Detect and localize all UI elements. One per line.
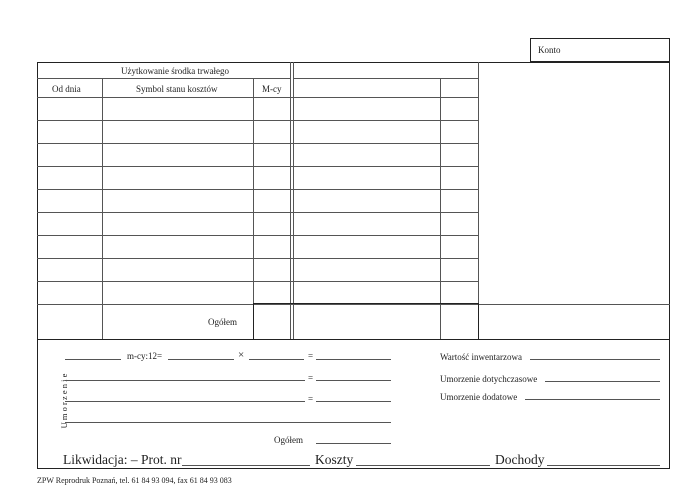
calc-months-label: m-cy:12= bbox=[127, 351, 163, 361]
calc-line-3[interactable] bbox=[249, 359, 304, 360]
form-frame bbox=[37, 62, 670, 469]
row-line bbox=[37, 166, 478, 167]
header-symbol: Symbol stanu kosztów bbox=[136, 84, 218, 94]
usage-total-label: Ogółem bbox=[208, 317, 237, 327]
usage-total-box[interactable] bbox=[253, 303, 479, 340]
row-line bbox=[37, 281, 478, 282]
equals-symbol: = bbox=[308, 351, 314, 361]
calc-line-1[interactable] bbox=[65, 359, 121, 360]
wartosc-inwentarzowa-label: Wartość inwentarzowa bbox=[440, 352, 522, 362]
equals-symbol-3: = bbox=[308, 394, 314, 404]
protocol-number-line[interactable] bbox=[182, 465, 310, 466]
header-mcy: M-cy bbox=[262, 84, 282, 94]
usage-table-title: Użytkowanie środka trwałego bbox=[121, 66, 229, 76]
umorzenie-dodatowe-label: Umorzenie dodatowe bbox=[440, 392, 518, 402]
calc-line-5[interactable] bbox=[65, 401, 305, 402]
wartosc-inwentarzowa-line[interactable] bbox=[530, 359, 660, 360]
calc-result-1[interactable] bbox=[316, 359, 391, 360]
umorzenie-dotychczasowe-label: Umorzenie dotychczasowe bbox=[440, 374, 538, 384]
title-underline-right bbox=[293, 78, 478, 79]
calc-line-2[interactable] bbox=[168, 359, 234, 360]
row-line bbox=[37, 212, 478, 213]
publisher-footer: ZPW Reprodruk Poznań, tel. 61 84 93 094, fax 61 84 93 083 bbox=[37, 476, 232, 485]
col-line-1 bbox=[102, 78, 103, 339]
col-line-3b bbox=[293, 62, 294, 339]
umorzenie-dotychczasowe-line[interactable] bbox=[545, 381, 660, 382]
col-line-4 bbox=[440, 78, 441, 339]
income-line[interactable] bbox=[547, 465, 660, 466]
umorzenie-total-line[interactable] bbox=[316, 443, 391, 444]
calc-line-6[interactable] bbox=[65, 422, 391, 423]
header-od-dnia: Od dnia bbox=[52, 84, 81, 94]
times-symbol: × bbox=[238, 349, 245, 361]
row-line bbox=[37, 97, 478, 98]
col-line-2 bbox=[253, 78, 254, 304]
calc-result-2[interactable] bbox=[316, 380, 391, 381]
konto-label: Konto bbox=[538, 45, 561, 55]
row-line bbox=[37, 189, 478, 190]
liquidation-label: Likwidacja: – Prot. nr bbox=[63, 452, 182, 467]
row-line bbox=[37, 120, 478, 121]
income-label: Dochody bbox=[495, 452, 545, 467]
col-line-5 bbox=[478, 62, 479, 339]
calc-result-3[interactable] bbox=[316, 401, 391, 402]
costs-label: Koszty bbox=[315, 452, 354, 467]
konto-entry-field[interactable] bbox=[570, 40, 668, 60]
row-line bbox=[37, 258, 478, 259]
umorzenie-dodatowe-line[interactable] bbox=[525, 399, 660, 400]
umorzenie-side-label: U m o r z e n i e bbox=[59, 373, 69, 429]
row-line bbox=[37, 143, 478, 144]
umorzenie-total-label: Ogółem bbox=[274, 435, 303, 445]
col-line-3a bbox=[290, 62, 291, 339]
calc-line-4[interactable] bbox=[65, 380, 305, 381]
equals-symbol-2: = bbox=[308, 373, 314, 383]
row-line bbox=[37, 235, 478, 236]
costs-line[interactable] bbox=[356, 465, 490, 466]
